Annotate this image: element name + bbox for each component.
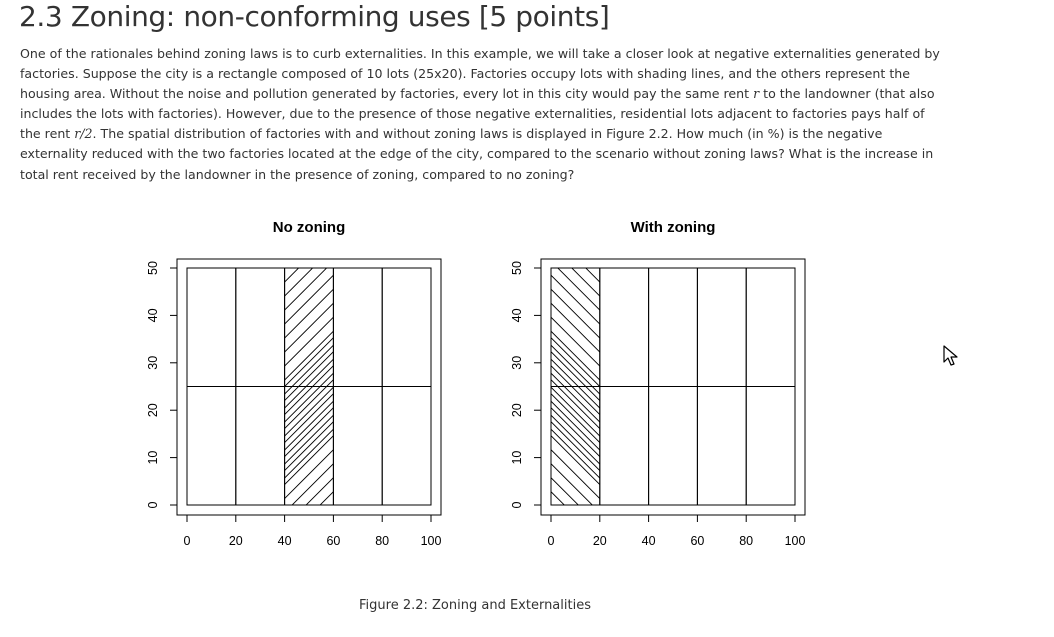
lot-cell [697, 268, 746, 387]
y-tick-label: 50 [510, 261, 524, 275]
hatch-line [551, 275, 600, 324]
paragraph-text-1: One of the rationales behind zoning laws is to curb externalities. In this example, we will take a closer look at negative externalities generated by factories. Suppose the city is a rectangle composed of 10 lots (25x20). Factories occupy lots with shading lines, and the others represent the housing area. Without the noise and pollution generated by factories, every lot in this city would pay the same rent [20, 46, 940, 102]
hatch-line [285, 261, 334, 310]
x-tick-label: 0 [183, 534, 191, 548]
x-tick-label: 40 [641, 534, 656, 548]
y-tick-label: 10 [146, 450, 160, 465]
hatch-line [551, 247, 600, 296]
chart-panel-with-zoning [510, 219, 805, 597]
lot-cell [382, 268, 431, 387]
lot-cell [382, 387, 431, 506]
lot-cell [236, 268, 285, 387]
lot-cell [236, 387, 285, 506]
math-half-rent: r/2 [74, 126, 93, 142]
lot-cell [600, 268, 649, 387]
y-tick-label: 0 [510, 501, 524, 509]
hatch-line [285, 233, 334, 282]
hatch-line [551, 289, 600, 338]
hatch-line [285, 548, 334, 597]
x-tick-label: 100 [784, 534, 806, 548]
x-tick-label: 60 [326, 534, 341, 548]
lot-cell [187, 268, 236, 387]
lot-cell [746, 268, 795, 387]
hatch-line [551, 219, 600, 268]
y-tick-label: 20 [146, 403, 160, 418]
y-tick-label: 40 [510, 308, 524, 323]
y-tick-label: 20 [510, 403, 524, 418]
hatch-line [551, 548, 600, 597]
hatch-line [285, 478, 334, 527]
x-tick-label: 20 [228, 534, 243, 548]
x-tick-label: 60 [690, 534, 705, 548]
lot-cell [746, 387, 795, 506]
section-heading: 2.3 Zoning: non-conforming uses [5 points] [19, 0, 610, 33]
y-tick-label: 40 [146, 308, 160, 323]
chart-title: With zoning [630, 219, 716, 236]
lot-cell [649, 268, 698, 387]
lot-cell [649, 387, 698, 506]
x-tick-label: 0 [547, 534, 555, 548]
x-tick-label: 100 [420, 534, 442, 548]
y-tick-label: 50 [146, 261, 160, 275]
chart-title: No zoning [272, 219, 346, 236]
paragraph-text-3: . The spatial distribution of factories with and without zoning laws is displayed in Figure 2.2. How much (in %) is the negative externality reduced with the two factories located at the edge of the city, compared to the scenario without zoning laws? What is the increase in total rent received by the landowner in the presence of zoning, compared to no zoning? [20, 126, 934, 182]
hatch-line [285, 275, 334, 324]
hatch-line [285, 289, 334, 338]
lot-cell [600, 387, 649, 506]
hatch-line [551, 233, 600, 282]
hatch-line [551, 261, 600, 310]
x-tick-label: 80 [739, 534, 754, 548]
y-tick-label: 30 [146, 355, 160, 370]
y-tick-label: 0 [146, 501, 160, 509]
paragraph-text-2: to the landowner (that also includes the lots with factories). However, due to the presence of those negative externalities, residential lots adjacent to factories pays half of the rent [20, 86, 935, 142]
x-tick-label: 40 [277, 534, 292, 548]
y-tick-label: 10 [510, 450, 524, 465]
hatch-line [551, 478, 600, 527]
lot-cell [187, 387, 236, 506]
figure-caption: Figure 2.2: Zoning and Externalities [359, 598, 591, 613]
y-tick-label: 30 [510, 355, 524, 370]
hatch-line [285, 247, 334, 296]
lot-cell [333, 268, 382, 387]
lot-cell [697, 387, 746, 506]
chart-panel-no-zoning [146, 219, 441, 597]
x-tick-label: 20 [592, 534, 607, 548]
math-rent-r: r [753, 86, 760, 102]
x-tick-label: 80 [375, 534, 390, 548]
lot-cell [333, 387, 382, 506]
mouse-pointer-icon [943, 345, 959, 367]
